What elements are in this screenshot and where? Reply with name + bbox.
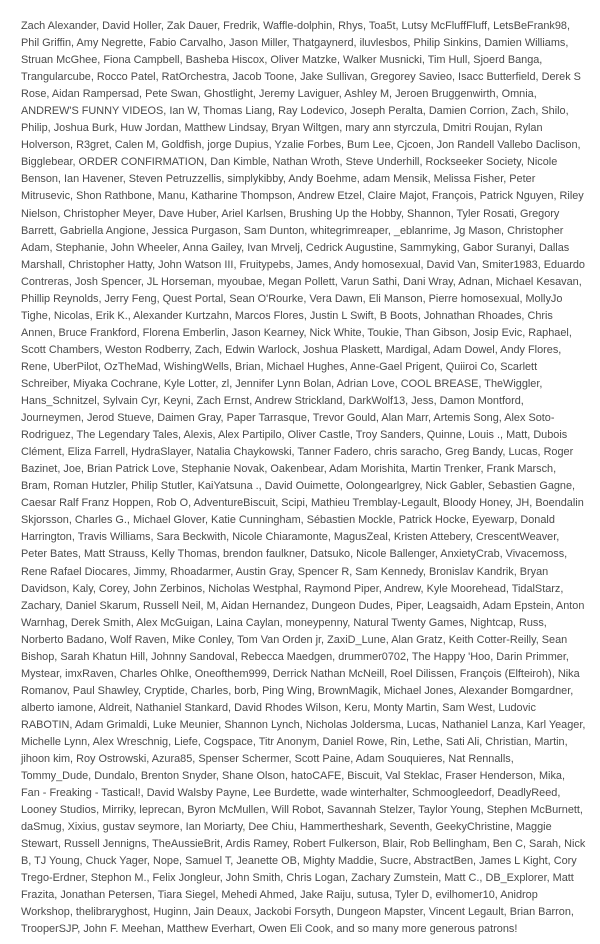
patron-list: Zach Alexander, David Holler, Zak Dauer, Fredrik, Waffle-dolphin, Rhys, Toa5t, Lutsy McFluffFluff, LetsBeFrank98, Phil Griffin, Amy Negrette, Fabio Carvalho, Jason Miller, Thatgaynerd, iluvlesbos, Philip Sinkins, Damien Williams, Struan McGhee, Fiona Campbell, Basheba Hiscox, Oliver Matzke, Walker Musnicki, Tim Hull, Sjoerd Banga, Trangularcube, Rocco Patel, RatOrchestra, Jacob Toone, Jake Sullivan, Gregorey Savieo, Isacc Butterfield, Derek S Rose, Aidan Rampersad, Pete Swan, Ghostlight, Jeremy Laviguer, Ashley M, Jeroen Bruggenwirth, Omnia, ANDREW'S FUNNY VIDEOS, Ian W, Thomas Liang, Ray Lodevico, Joseph Peralta, Damien Corrion, Zach, Shilo, Philip, Joshua Burk, Huw Jordan, Matthew Lindsay, Bryan Wiltgen, mary ann styrczula, Dmitri Roujan, Rylan Holverson, R3gret, Calen M, Goldfish, jorge Dupius, Yzalie Forbes, Bum Lee, Cjcoen, Jon Randell Vallebo Daclison, Bigglebear, ORDER CONFIRMATION, Dan Kimble, Nathan Wroth, Steve Underhill, Rockseeker Society, Nicole Benson, Ian Havener, Steven Petruzzellis, simplykibby, Andy Boehme, adam Mensik, Melissa Fisher, Peter Mitrusevic, Shon Rathbone, Manu, Katharine Thompson, Andrew Etzel, Claire Majot, François, Patrick Nguyen, Riley Nielson, Christopher Meyer, Dave Huber, Ariel Karlsen, Brushing Up the Hobby, Shannon, Tyler Rosati, Gregory Barrett, Gabriella Angione, Jessica Purgason, Sam Dunton, whitegrimreaper, _eblanrime, Jg Mason, Christopher Adam, Stephanie, John Wheeler, Anna Gailey, Ivan Mrvelj, Cedrick Augustine, Sammyking, Gabor Suranyi, Dallas Marshall, Christopher Hatty, John Watson III, Fruitypebs, James, Andy homosexual, David Van, Smiter1983, Eduardo Contreras, Josh Spencer, JL Horseman, myoubae, Megan Pollett, Varun Sathi, Dani Wray, Adnan, Michael Kesavan, Phillip Reynolds, Jerry Feng, Quest Portal, Sean O'Rourke, Vera Dawn, Eli Manson, Pierre homosexual, MollyJo Tighe, Nicolas, Erik K., Alexander Kurtzahn, Marcos Flores, Justin L Swift, B Boots, Johnathan Rhoades, Chris Annen, Bruce Frankford, Florena Emberlin, Jason Kearney, Nick White, Toukie, Than Gibson, Josip Evic, Raphael, Scott Chambers, Weston Rodberry, Zach, Edwin Warlock, Joshua Plaskett, Mardigal, Adam Dowel, Andy Flores, Rene, UberPilot, OzTheMad, WishingWells, Brian, Michael Hughes, Anne-Gael Prigent, Quiiroi Co, Scarlett Schreiber, Miyaka Cochrane, Kyle Lotter, zl, Jennifer Lynn Bolan, Adrian Love, COOL BREASE, TheWiggler, Hans_Schnitzel, Sylvain Cyr, Keyni, Zach Ernst, Andrew Strickland, DarkWolf13, Jess, Damon Montford, Journeymen, Jerod Stueve, Daimen Gray, Paper Tarrasque, Trevor Gould, Alan Marr, Artemis Song, Alex Soto-Rodriguez, The Legendary Tales, Alexis, Alex Partipilo, Oliver Castle, Troy Sanders, Quinne, Louis ., Matt, Dubois Clément, Eliza Farrell, HydraSlayer, Natalia Chaykowski, Tanner Fadero, chris saracho, Greg Bandy, Lucas, Roger Bazinet, Joe, Brian Patrick Love, Stephanie Novak, Oakenbear, Adam Morishita, Martin Trenker, Frank Marsch, Bram, Roman Hutzler, Philip Stutler, KaiYatsuna ., David Ouimette, Oolongearlgrey, Nick Gabler, Sebastien Gagne, Caesar Ralf Franz Hoppen, Rob O, AdventureBiscuit, Scipi, Mathieu Tremblay-Legault, Bloody Honey, JH, Boendalin Skjorsson, Charles G., Michael Glover, Katie Cunningham, Sébastien Mockle, Patrick Hocke, Eyewarp, Donald Harrington, Travis Williams, Sara Beckwith, Nicole Chiaramonte, MagusZeal, Kristen Attebery, CrescentWeaver, Peter Bates, Matt Strauss, Kelly Thomas, brendon faulkner, Datsuko, Nicole Ballenger, AnxietyCrab, Vivacemoss, Rene Rafael Diocares, Jimmy, Rhoadarmer, Austin Gray, Spencer R, Sam Kennedy, Bronislav Kandrik, Bryan Davidson, Kaly, Corey, John Zerbinos, Nicholas Westphal, Raymond Piper, Andrew, Kyle Moorehead, TidalStarz, Zachary, Daniel Skarum, Russell Neil, M, Aidan Hernandez, Dungeon Dudes, Piper, Leagsaidh, Adam Epstein, Anton Warnhag, Derek Smith, Alex McGuigan, Laina Caylan, moneypenny, Natural Twenty Games, Nightcap, Russ, Norberto Badano, Wolf Raven, Mike Conley, Tom Van Orden jr, ZaxiD_Lune, Alan Gratz, Keith Cotter-Reilly, Sean Bishop, Sarah Khatun Hill, Johnny Sandoval, Rebecca Maedgen, drummer0702, The Happy 'Hoo, Darin Primmer, Mystear, imxRaven, Charles Ohlke, Oneofthem999, Derrick Nathan McNeill, Roel Dilissen, François (Elfteiroh), Nika Romanov, Paul Shawley, Cryptide, Charles, borb, Ping Wing, BrownMagik, Michael Jones, Alexander Bomgardner, alberto iamone, Aldreit, Nathaniel Stankard, David Rhodes Wilson, Keru, Monty Martin, Sam West, Ludovic RABOTIN, Adam Grimaldi, Luke Meunier, Shannon Lynch, Nicholas Joldersma, Lucas, Nathaniel Lanza, Karl Yeager, Michelle Lynn, Alex Wreschnig, Liefe, Cogspace, Titr Anonym, Daniel Rowe, Rin, Lethe, Sati Ali, Christian, Martin, jihoon kim, Roy Ostrowski, Azura85, Spenser Schermer, Scott Paine, Adam Souquieres, Nat Rennalls, Tommy_Dude, Dundalo, Brenton Snyder, Shane Olson, hatoCAFE, Biscuit, Val Steklac, Fraser Henderson, Mika, Fan - Freaking - Tastical!, David Walsby Payne, Lee Burdette, wade winterhalter, Schmoogleedorf, DeadlyReed, Looney Studios, Mirriky, leprecan, Byron McMullen, Will Robot, Savannah Stelzer, Taylor Young, Stephen McBurnett, daSmug, Xixius, gustav seymore, Ian Moriarty, Dee Chiu, Hammertheshark, Seventh, GeekyChristine, Maggie Stewart, Russell Jennigns, TheAussieBrit, Ardis Ramey, Robert Fulkerson, Blair, Rob Bellingham, Ben C, Sarah, Nick B, TJ Young, Chuck Yager, Nope, Samuel T, Jeanette OB, Mighty Maddie, Sucre, AbstractBen, James L Kight, Cory Trego-Erdner, Stephon M., Felix Jongleur, John Smith, Chris Logan, Zachary Zumstein, Matt C., DB_Explorer, Matt Frazita, Jonathan Petersen, Tiara Siegel, Mehedi Ahmed, Jake Raiju, sutusa, Tyler D, evilhomer10, Anidrop Workshop, thelibraryghost, Huginn, Jain Deaux, Jackobi Forsyth, Dungeon Mapster, Vincent Legault, Brian Barron, TrooperSJP, John F. Meehan, Matthew Everhart, Owen Eli Cook, and so many more generous patrons! bbox=[21, 20, 586, 936]
